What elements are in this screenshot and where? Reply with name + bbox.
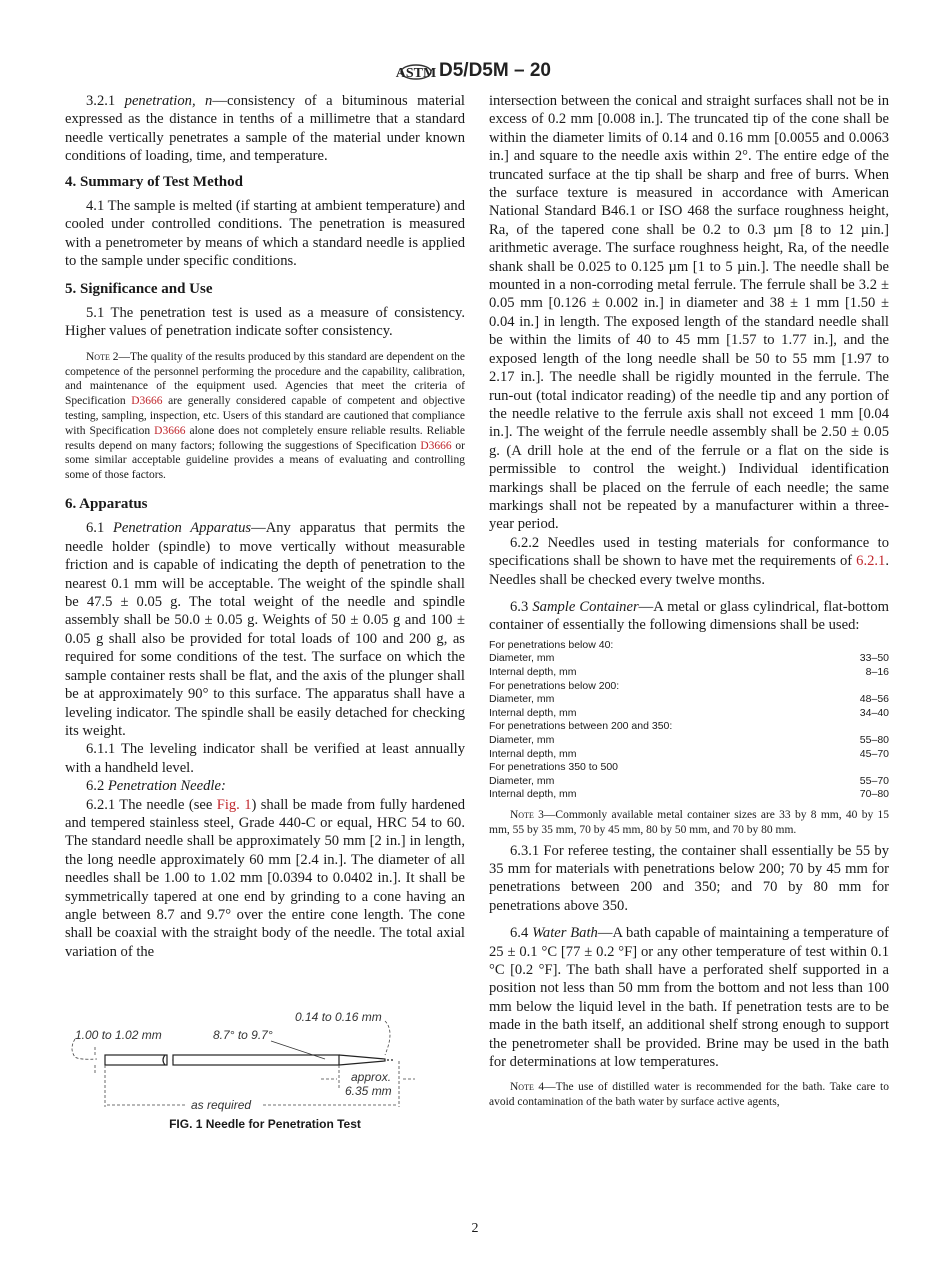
section-heading-6: 6. Apparatus	[65, 496, 148, 513]
label-approx: approx.	[351, 1070, 392, 1085]
section-heading-4: 4. Summary of Test Method	[65, 173, 243, 190]
paragraph-6-2-1: 6.2.1 The needle (see Fig. 1) shall be made from fully hardened and tempered stainless steel, Grade 440-C or equal, HRC 54 to 60. The standard needle shall be approximately 50 mm [2 in.] in length, the long needle approximately 60 mm [2.4 in.]. The diameter of all needles shall be 1.00 to 1.02 mm [0.0394 to 0.0402 in.]. It shall be symmetrically tapered at one end by grinding to a cone having an angle between 8.7 and 9.7° over the entire cone length. The cone shall be coaxial with the straight body of the needle. The total axial variation of the	[65, 796, 466, 960]
paragraph-4-1: 4.1 The sample is melted (if starting at ambient temperature) and cooled under controlled conditions. The penetration is measured with a penetrometer by means of which a standard needle is applied to the sample under specific conditions.	[65, 198, 465, 270]
table-row: Internal depth, mm 45–70	[489, 747, 889, 760]
label-diameter: 1.00 to 1.02 mm	[75, 1028, 162, 1043]
left-column	[65, 92, 465, 1131]
term-penetration: penetration, n	[124, 93, 213, 109]
table-row: Internal depth, mm 70–80	[489, 788, 889, 801]
label-angle: 8.7° to 9.7°	[213, 1028, 273, 1043]
table-row: Diameter, mm 55–80	[489, 733, 889, 746]
paragraph-6-3: 6.3 Sample Container—A metal or glass cylindrical, flat-bottom container of essentially the following dimensions shall be used:	[489, 598, 889, 634]
needle-diagram	[65, 981, 465, 1113]
right-column	[489, 92, 889, 1110]
link-d3666[interactable]: D3666	[420, 439, 452, 452]
section-heading-5: 5. Significance and Use	[65, 280, 213, 297]
figure-caption: FIG. 1 Needle for Penetration Test	[169, 1117, 361, 1132]
table-group-row: For penetrations 350 to 500	[489, 761, 619, 774]
svg-text:ASTM: ASTM	[395, 66, 437, 81]
paragraph-3-2-1: 3.2.1 penetration, n—consistency of a bituminous material expressed as the distance in tenths of a millimetre that a standard needle vertically penetrates a sample of the material under known conditions of loading, time, and temperature.	[65, 93, 465, 165]
label-tip-diameter: 0.14 to 0.16 mm	[295, 1010, 382, 1025]
link-d3666[interactable]: D3666	[131, 395, 163, 408]
astm-logo-icon	[395, 56, 437, 86]
label-cone-length: 6.35 mm	[345, 1084, 392, 1099]
paragraph-6-2: 6.2 Penetration Needle:	[86, 778, 226, 795]
table-row: Diameter, mm 33–50	[489, 652, 889, 665]
link-section-6-2-1[interactable]: 6.2.1	[856, 553, 886, 570]
page-header	[0, 56, 950, 91]
document-id: D5/D5M – 20	[439, 60, 551, 81]
link-d3666[interactable]: D3666	[154, 424, 186, 437]
paragraph-6-4: 6.4 Water Bath—A bath capable of maintaining a temperature of 25 ± 0.1 °C [77 ± 0.2 °F] or any other temperature of test within 0.1 °C [0.2 °F]. The bath shall have a perforated shelf supported in a position not less than 50 mm from the bottom and not less than 100 mm below the liquid level in the bath. If penetration tests are to be made in the bath itself, an additional shelf strong enough to support the penetrometer shall be provided. Brine may be used in the bath for determinations at low temperatures.	[489, 925, 889, 1070]
paragraph-6-1: 6.1 Penetration Apparatus—Any apparatus that permits the needle holder (spindle) to move vertically without measurable friction and is capable of indicating the depth of penetration to the nearest 0.1 mm will be acceptable. The weight of the spindle shall be 47.5 ± 0.05 g. The total weight of the needle and spindle assembly shall be 50.0 ± 0.05 g. Weights of 50 ± 0.05 g and 100 ± 0.05 g shall also be provided for total loads of 100 and 200 g, as required for some conditions of the test. The surface on which the sample container rests shall be flat, and the axis of the plunger shall be at approximately 90° to this surface. The apparatus shall have a leveling indicator. The spindle shall be easily detached for checking its weight.	[65, 520, 465, 739]
paragraph-6-2-2: 6.2.2 Needles used in testing materials for conformance to specifications shall be shown to have met the requirements of 6.2.1. Needles shall be checked every twelve months.	[489, 534, 889, 588]
note-4: Note 4—The use of distilled water is recommended for the bath. Take care to avoid contamination of the bath water by surface active agents,	[489, 1081, 889, 1109]
table-row: Internal depth, mm 8–16	[489, 665, 889, 678]
link-fig-1[interactable]: Fig. 1	[216, 796, 252, 813]
table-group-row: For penetrations between 200 and 350:	[489, 720, 673, 733]
table-row: Diameter, mm 55–70	[489, 774, 889, 787]
figure-1-needle	[65, 981, 465, 1131]
note-2: Note 2—The quality of the results produced by this standard are dependent on the competence of the personnel performing the procedure and the capability, calibration, and maintenance of the equipment used. Agencies that meet the criteria of Specification D3666 are generally considered capable of competent and objective testing, sampling, inspection, etc. Users of this standard are cautioned that compliance with Specification D3666 alone does not completely ensure reliable results. Reliable results depend on many factors; following the suggestions of Specification D3666 or some similar acceptable guideline provides a means of evaluating and controlling some of those factors.	[65, 350, 465, 482]
paragraph-6-1-1: 6.1.1 The leveling indicator shall be verified at least annually with a handheld level.	[65, 741, 465, 776]
page-number: 2	[471, 1221, 479, 1236]
note-3: Note 3—Commonly available metal container sizes are 33 by 8 mm, 40 by 15 mm, 55 by 35 mm, 70 by 45 mm, 80 by 50 mm, and 70 by 80 mm.	[489, 808, 889, 836]
paragraph-5-1: 5.1 The penetration test is used as a measure of consistency. Higher values of penetration indicate softer consistency.	[65, 305, 465, 340]
label-as-required: as required	[191, 1098, 252, 1113]
paragraph-6-3-1: 6.3.1 For referee testing, the container shall essentially be 55 by 35 mm for materials with penetrations below 200; 70 by 45 mm for penetrations between 200 and 350; and 70 by 80 mm for penetrations above 350.	[489, 842, 889, 914]
container-dimensions-table	[489, 639, 889, 802]
paragraph-6-2-1-continued: intersection between the conical and straight surfaces shall not be in excess of 0.2 mm [0.008 in.]. The truncated tip of the cone shall be within the diameter limits of 0.14 and 0.16 mm [0.0055 and 0.0063 in.] and square to the needle axis within 2°. The entire edge of the truncated surface at the tip shall be sharp and free of burrs. When the surface texture is measured in accordance with American National Standard B46.1 or ISO 468 the surface roughness height, Ra, of the tapered cone shall be 0.2 to 0.3 µm [8 to 12 µin.] arithmetic average. The surface roughness height, Ra, of the needle shank shall be 0.025 to 0.125 µm [1 to 5 µin.]. The needle shall be mounted in a non-corroding metal ferrule. The ferrule shall be 3.2 ± 0.05 mm [0.126 ± 0.002 in.] in diameter and 38 ± 1 mm [1.50 ± 0.04 in.] in length. The exposed length of the standard needle shall be within the limits of 40 to 45 mm [1.57 to 1.77 in.], and the exposed length of the long needle shall be 50 to 55 mm [1.97 to 2.17 in.]. The needle shall be rigidly mounted in the ferrule. The run-out (total indicator reading) of the needle tip and any portion of the needle relative to the ferrule axis shall not exceed 1 mm [0.04 in.]. The weight of the ferrule needle assembly shall be 2.50 ± 0.05 g. (A drill hole at the end of the ferrule or a flat on the side is permissible to control the weight.) Individual identification markings shall be placed on the ferrule of each needle; the same markings shall not be repeated by a manufacturer within a three-year period.	[489, 93, 889, 533]
table-group-row: For penetrations below 200:	[489, 679, 620, 692]
table-row: Internal depth, mm 34–40	[489, 706, 889, 719]
table-group-row: For penetrations below 40:	[489, 638, 614, 651]
table-row: Diameter, mm 48–56	[489, 693, 889, 706]
